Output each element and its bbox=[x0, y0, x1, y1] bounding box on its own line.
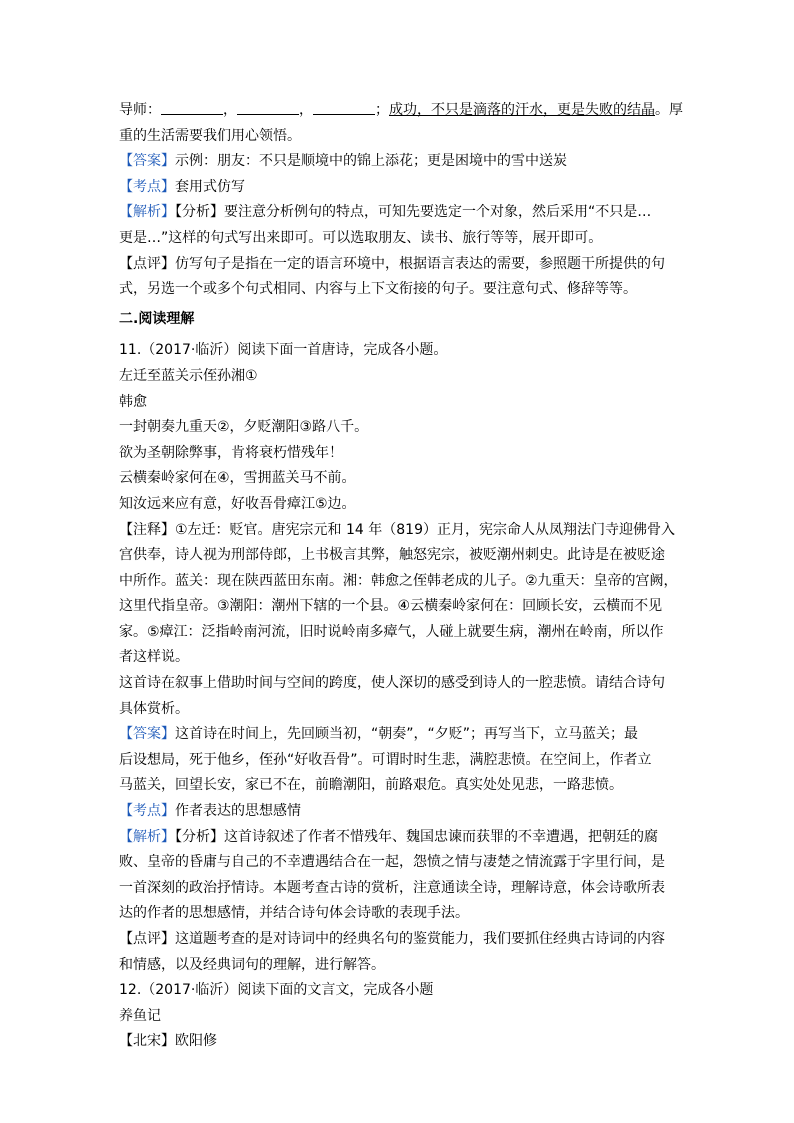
q10-kaodian: 【考点】套用式仿写 bbox=[119, 178, 245, 195]
q10-question-line: 导师： ， ， ；成功，不只是滴落的汗水，更是失败的结晶。厚 bbox=[119, 102, 683, 118]
q11-intro: 11.（2017·临沂）阅读下面一首唐诗，完成各小题。 bbox=[119, 342, 448, 359]
poem-author: 韩愈 bbox=[119, 393, 147, 410]
q11-jiexi-line: 一首深刻的政治抒情诗。本题考查古诗的赏析，注意通读全诗，理解诗意，体会诗歌所表 bbox=[119, 879, 665, 896]
q10-question-line-2: 重的生活需要我们用心领悟。 bbox=[119, 127, 301, 144]
q11-jiexi-line: 达的作者的思想感情，并结合诗句体会诗歌的表现手法。 bbox=[119, 905, 469, 922]
kaodian-tag: 【考点】 bbox=[119, 803, 175, 820]
jiexi-tag: 【解析】 bbox=[119, 828, 175, 845]
notes-line: 者这样说。 bbox=[119, 649, 189, 666]
q12-title: 养鱼记 bbox=[119, 1007, 161, 1024]
answer-blank-2[interactable] bbox=[237, 100, 299, 115]
q11-question: 具体赏析。 bbox=[119, 700, 189, 717]
q11-jiexi-line: 败、皇帝的昏庸与自己的不幸遭遇结合在一起，怨愤之情与凄楚之情流露于字里行间，是 bbox=[119, 854, 665, 871]
notes-line: 中所作。蓝关：现在陕西蓝田东南。湘：韩愈之侄韩老成的儿子。②九重天：皇帝的宫阙， bbox=[119, 572, 678, 589]
notes-line: 宫供奉，诗人视为刑部侍郎，上书极言其弊，触怒宪宗，被贬潮州刺史。此诗是在被贬途 bbox=[119, 547, 665, 564]
q10-dianping: 【点评】仿写句子是指在一定的语言环境中，根据语言表达的需要，参照题干所提供的句 bbox=[119, 255, 665, 272]
poem-line: 一封朝奏九重天②，夕贬潮阳③路八千。 bbox=[119, 419, 369, 436]
answer-blank-3[interactable] bbox=[313, 100, 375, 115]
poem-line: 云横秦岭家何在④，雪拥蓝关马不前。 bbox=[119, 470, 356, 487]
notes-line: 【注释】①左迁：贬官。唐宪宗元和 14 年（819）正月，宪宗命人从凤翔法门寺迎佛骨入 bbox=[119, 521, 675, 538]
notes-line: 家。⑤瘴江：泛指岭南河流，旧时说岭南多瘴气，人碰上就要生病，潮州在岭南，所以作 bbox=[119, 623, 664, 640]
q10-jiexi: 【解析】【分析】要注意分析例句的特点，可知先要选定一个对象，然后采用“不只是… bbox=[119, 204, 652, 221]
notes-line: 这里代指皇帝。③潮阳：潮州下辖的一个县。④云横秦岭家何在：回顾长安，云横而不见 bbox=[119, 598, 663, 615]
q11-kaodian: 【考点】作者表达的思想感情 bbox=[119, 803, 301, 820]
answer-tag: 【答案】 bbox=[119, 726, 175, 743]
answer-blank-1[interactable] bbox=[161, 100, 223, 115]
q12-intro: 12.（2017·临沂）阅读下面的文言文，完成各小题 bbox=[119, 982, 434, 999]
q11-answer-line: 马蓝关，回望长安，家已不在，前瞻潮阳，前路艰危。真实处处见悲，一路悲愤。 bbox=[119, 777, 623, 794]
q10-answer: 【答案】示例：朋友：不只是顺境中的锦上添花；更是困境中的雪中送炭 bbox=[119, 153, 567, 170]
q10-dianping-2: 式，另选一个或多个句式相同、内容与上下文衔接的句子。要注意句式、修辞等等。 bbox=[119, 281, 637, 298]
q10-jiexi-2: 更是…”这样的句式写出来即可。可以选取朋友、读书、旅行等等，展开即可。 bbox=[119, 229, 603, 246]
q11-jiexi: 【解析】【分析】这首诗叙述了作者不惜残年、魏国忠谏而获罪的不幸遭遇，把朝廷的腐 bbox=[119, 828, 658, 845]
jiexi-tag: 【解析】 bbox=[119, 204, 175, 221]
q12-author: 【北宋】欧阳修 bbox=[119, 1033, 217, 1050]
q11-dianping: 【点评】这道题考查的是对诗词中的经典名句的鉴赏能力，我们要抓住经典古诗词的内容 bbox=[119, 931, 665, 947]
poem-title: 左迁至蓝关示侄孙湘① bbox=[119, 367, 258, 384]
answer-tag: 【答案】 bbox=[119, 153, 175, 170]
document-page bbox=[119, 98, 683, 1055]
example-sentence: 成功，不只是滴落的汗水，更是失败的结晶 bbox=[389, 102, 655, 118]
q11-answer: 【答案】这首诗在时间上，先回顾当初，“朝奏”，“夕贬”；再写当下，立马蓝关；最 bbox=[119, 726, 639, 743]
q11-dianping-line: 和情感，以及经典词句的理解，进行解答。 bbox=[119, 956, 385, 973]
kaodian-tag: 【考点】 bbox=[119, 178, 175, 195]
section-title: 二.阅读理解 bbox=[119, 310, 195, 327]
q11-question: 这首诗在叙事上借助时间与空间的跨度，使人深切的感受到诗人的一腔悲愤。请结合诗句 bbox=[119, 675, 665, 692]
poem-line: 知汝远来应有意，好收吾骨瘴江⑤边。 bbox=[119, 495, 356, 512]
q11-answer-line: 后设想局，死于他乡，侄孙“好收吾骨”。可谓时时生悲，满腔悲愤。在空间上，作者立 bbox=[119, 751, 652, 768]
poem-line: 欲为圣朝除弊事，肯将衰朽惜残年！ bbox=[119, 444, 343, 461]
